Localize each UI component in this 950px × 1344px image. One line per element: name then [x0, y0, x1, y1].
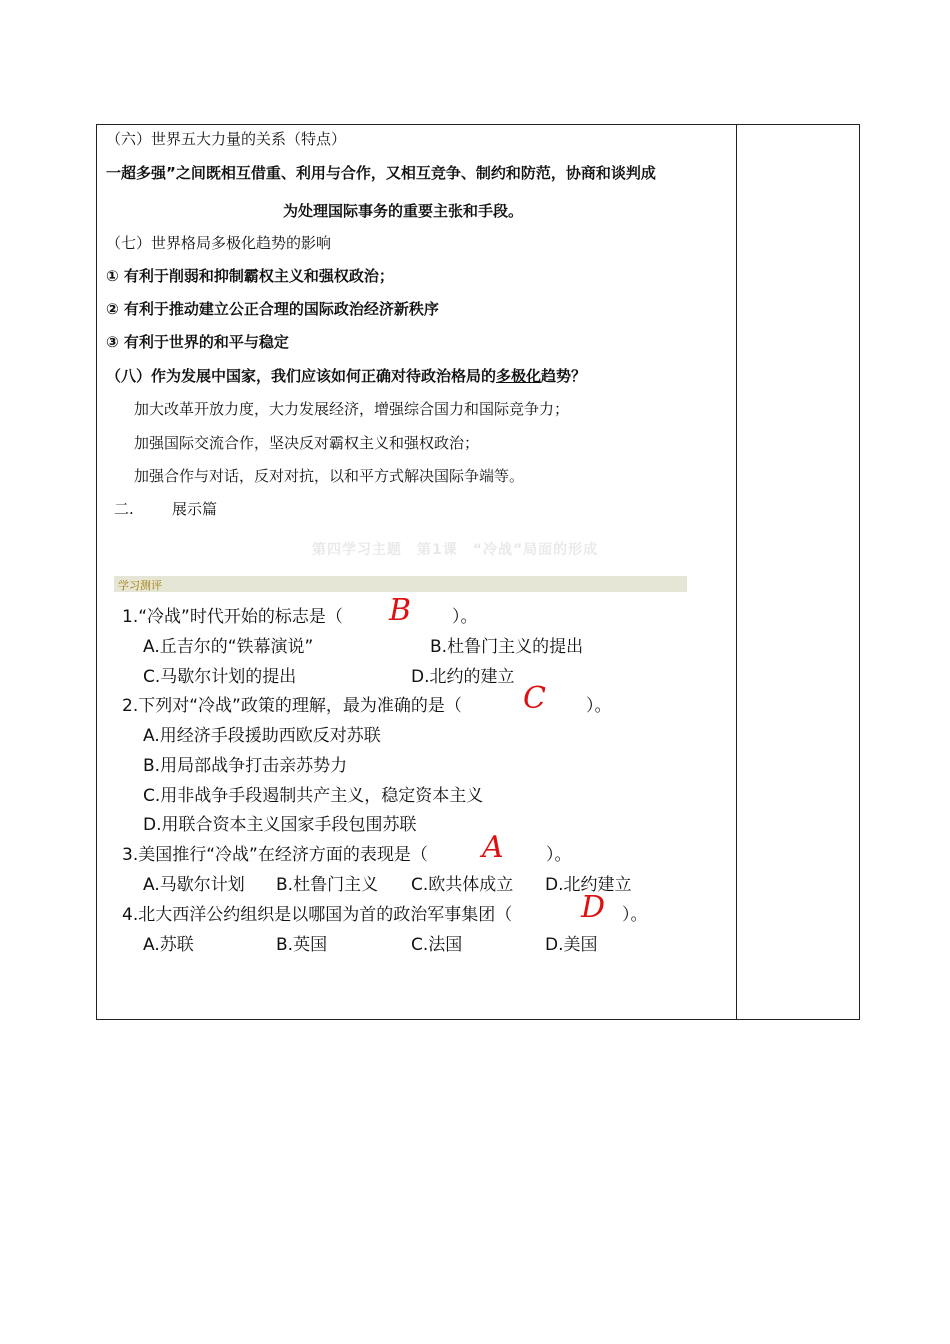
section6-line1: 一超多强”之间既相互借重、利用与合作，又相互竞争、制约和防范，协商和谈判成	[106, 164, 656, 182]
q2-answer-mark: C	[523, 681, 546, 716]
q4-option-c: C.法国	[411, 935, 463, 955]
q2-option-d: D.用联合资本主义国家手段包围苏联	[143, 815, 417, 835]
q3-option-d: D.北约建立	[545, 875, 632, 895]
q3-option-c: C.欧共体成立	[411, 875, 514, 895]
q4-answer-mark: D	[581, 890, 606, 925]
section8-question-post: 趋势？	[541, 367, 587, 385]
section6-heading: （六）世界五大力量的关系（特点）	[106, 130, 347, 148]
q4-option-d: D.美国	[545, 935, 598, 955]
q2-option-a: A.用经济手段援助西欧反对苏联	[143, 726, 381, 746]
q4-option-a: A.苏联	[143, 935, 194, 955]
q1-option-c: C.马歇尔计划的提出	[143, 667, 297, 687]
section6-line2: 为处理国际事务的重要主张和手段。	[283, 202, 524, 220]
q4-option-b: B.英国	[276, 935, 328, 955]
q2-stem-pre: 2.下列对“冷战”政策的理解，最为准确的是（	[122, 696, 462, 716]
quiz-bar-label: 学习测评	[118, 579, 162, 592]
q3-stem-post: ）。	[546, 845, 572, 865]
section8-question-underline: 多极化	[496, 367, 542, 385]
section8-question-pre: （八）作为发展中国家，我们应该如何正确对待政治格局的	[106, 367, 497, 385]
part2-number: 二.	[114, 500, 134, 518]
q4-stem-pre: 4.北大西洋公约组织是以哪国为首的政治军事集团（	[122, 905, 513, 925]
q3-option-a: A.马歇尔计划	[143, 875, 245, 895]
part2-title: 展示篇	[172, 500, 218, 518]
q1-option-d: D.北约的建立	[411, 667, 515, 687]
section7-item-2: ② 有利于推动建立公正合理的国际政治经济新秩序	[106, 300, 439, 318]
q2-stem-post: ）。	[586, 696, 612, 716]
q1-option-a: A.丘吉尔的“铁幕演说”	[143, 637, 314, 657]
q2-option-b: B.用局部战争打击亲苏势力	[143, 756, 348, 776]
section8-answer-1: 加大改革开放力度，大力发展经济，增强综合国力和国际竞争力；	[134, 400, 570, 418]
q1-stem-post: ）。	[452, 607, 478, 627]
quiz-bar	[114, 576, 687, 592]
watermark-title: 第四学习主题 第1课 “冷战”局面的形成	[312, 542, 599, 558]
q4-stem-post: ）。	[622, 905, 648, 925]
section7-item-1: ① 有利于削弱和抑制霸权主义和强权政治；	[106, 267, 394, 285]
q3-answer-mark: A	[482, 830, 504, 865]
section7-heading: （七）世界格局多极化趋势的影响	[106, 234, 332, 252]
section8-answer-3: 加强合作与对话，反对对抗，以和平方式解决国际争端等。	[134, 467, 525, 485]
q1-answer-mark: B	[389, 593, 412, 628]
q1-stem-pre: 1.“冷战”时代开始的标志是（	[122, 607, 343, 627]
q3-stem-pre: 3.美国推行“冷战”在经济方面的表现是（	[122, 845, 428, 865]
q2-option-c: C.用非战争手段遏制共产主义，稳定资本主义	[143, 786, 484, 806]
section8-question	[106, 365, 586, 386]
q3-option-b: B.杜鲁门主义	[276, 875, 379, 895]
q1-option-b: B.杜鲁门主义的提出	[430, 637, 584, 657]
section7-item-3: ③ 有利于世界的和平与稳定	[106, 333, 289, 351]
section8-answer-2: 加强国际交流合作，坚决反对霸权主义和强权政治；	[134, 434, 480, 452]
table-column-divider	[736, 124, 737, 1020]
